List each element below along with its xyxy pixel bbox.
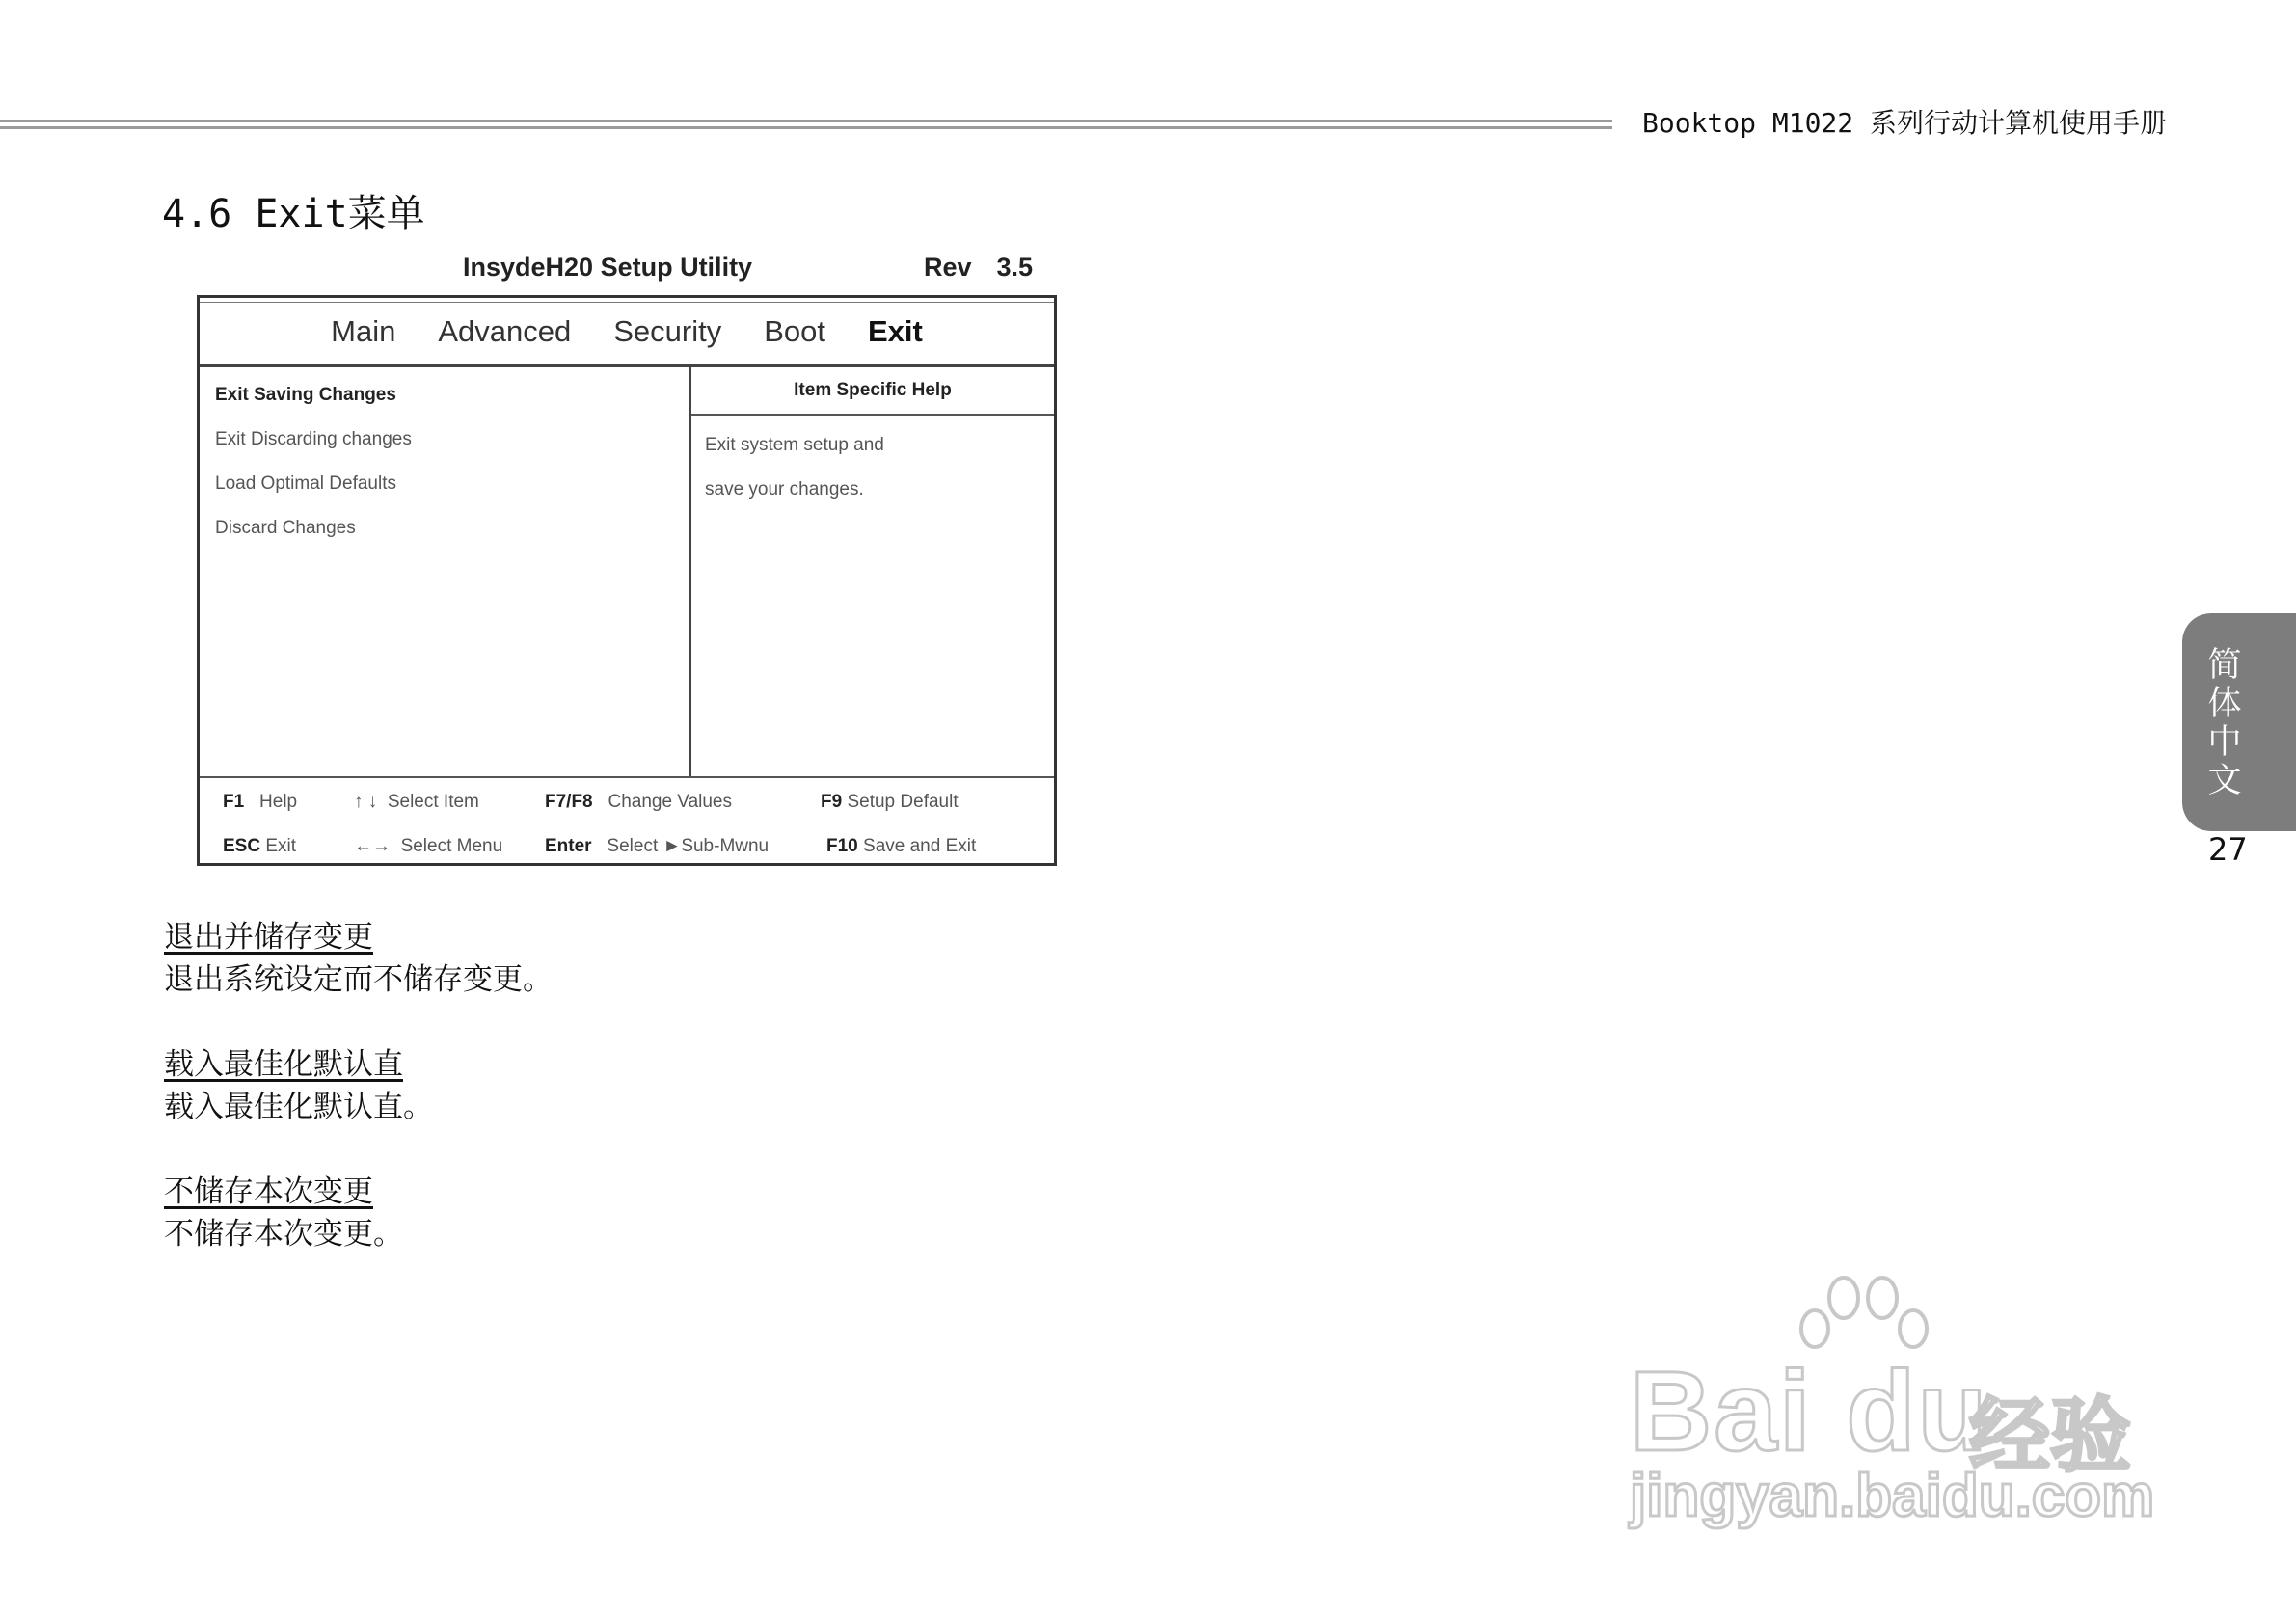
bios-help-line: save your changes. xyxy=(705,479,864,499)
bios-help-line: Exit system setup and xyxy=(705,435,884,455)
bios-exit-options xyxy=(200,367,691,776)
option-heading-discard: 不储存本次变更 xyxy=(164,1174,373,1209)
bios-key-f7-f8: F7/F8 Change Values xyxy=(545,792,732,812)
bios-help-panel xyxy=(691,367,1054,776)
bios-screen xyxy=(197,295,1057,866)
bios-rev-value: 3.5 xyxy=(996,253,1034,282)
option-description: 退出系统设定而不储存变更。 xyxy=(164,962,553,997)
bios-tab-boot[interactable]: Boot xyxy=(764,313,825,348)
bios-tab-main[interactable]: Main xyxy=(331,313,396,348)
header-rule xyxy=(0,120,1612,129)
option-heading-save-exit: 退出并储存变更 xyxy=(164,920,373,955)
manual-title: Booktop M1022 系列行动计算机使用手册 xyxy=(1642,107,2168,139)
bios-key-select-item: ↑ ↓ Select Item xyxy=(354,792,479,812)
watermark-brand-cn: 经验 xyxy=(1969,1389,2132,1483)
bios-menu-bar xyxy=(200,298,1054,367)
bios-item-discard-changes[interactable]: Discard Changes xyxy=(215,518,356,538)
bios-key-legend xyxy=(200,776,1054,863)
option-description: 不储存本次变更。 xyxy=(164,1217,403,1252)
watermark-brand: Bai du xyxy=(1630,1348,1989,1475)
bios-item-load-defaults[interactable]: Load Optimal Defaults xyxy=(215,473,396,494)
bios-utility-title: InsydeH20 Setup Utility xyxy=(463,253,753,282)
bios-key-f10: F10 Save and Exit xyxy=(826,836,977,856)
option-description: 载入最佳化默认直。 xyxy=(164,1090,433,1124)
bios-item-exit-discarding[interactable]: Exit Discarding changes xyxy=(215,429,412,449)
bios-rev-label: Rev xyxy=(924,253,972,282)
bios-tab-advanced[interactable]: Advanced xyxy=(438,313,572,348)
arrow-up-down-icon: ↑ ↓ xyxy=(354,792,378,812)
section-title: 4.6 Exit菜单 xyxy=(162,192,425,236)
bios-key-f9: F9 Setup Default xyxy=(821,792,959,812)
bios-tab-security[interactable]: Security xyxy=(613,313,722,348)
bios-key-select-menu: ←→ Select Menu xyxy=(354,836,503,856)
bios-key-esc: ESC Exit xyxy=(223,836,297,856)
page-number: 27 xyxy=(2208,831,2248,868)
bios-key-enter: Enter Select ►Sub-Mwnu xyxy=(545,836,770,856)
bios-key-f1: F1 Help xyxy=(223,792,298,812)
bios-tab-exit[interactable]: Exit xyxy=(868,313,923,348)
option-heading-load-defaults: 载入最佳化默认直 xyxy=(164,1047,403,1082)
baidu-watermark xyxy=(1630,1269,2155,1529)
arrow-left-right-icon: ←→ xyxy=(354,836,391,856)
bios-help-title: Item Specific Help xyxy=(691,367,1054,416)
bios-revision xyxy=(924,253,1033,283)
language-side-tab xyxy=(2182,613,2296,831)
watermark-domain: jingyan.baidu.com xyxy=(1630,1463,2155,1529)
language-label: 简体中文 xyxy=(2207,646,2242,800)
bios-item-exit-saving[interactable]: Exit Saving Changes xyxy=(215,385,396,405)
